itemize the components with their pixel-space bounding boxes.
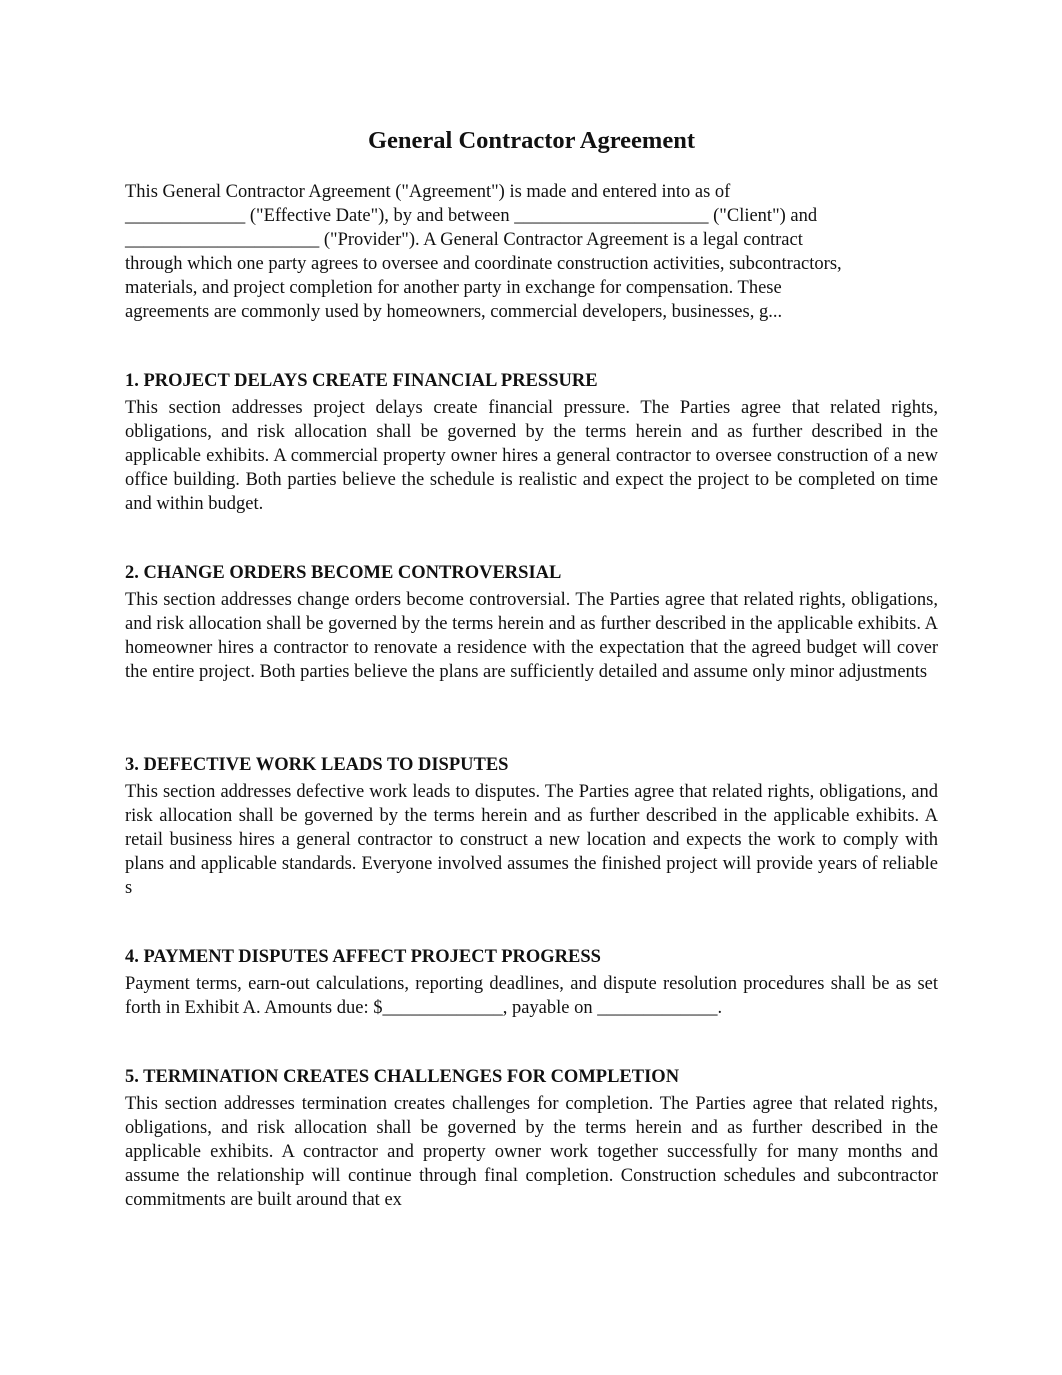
section-heading: 2. CHANGE ORDERS BECOME CONTROVERSIAL	[125, 563, 562, 583]
section-payment-disputes	[125, 944, 938, 1020]
section-body: This section addresses change orders become controversial. The Parties agree that related rights, obligations, and risk allocation shall be governed by the terms herein and as further described in the applicable exhibits. A homeowner hires a contractor to renovate a residence with the expectation that the agreed budget will cover the entire project. Both parties believe the plans are sufficiently detailed and assume only minor adjustments	[125, 590, 938, 682]
section-change-orders	[125, 560, 938, 684]
section-body: This section addresses termination creates challenges for completion. The Parties agree that related rights, obligations, and risk allocation shall be governed by the terms herein and as further described in the applicable exhibits. A contractor and property owner work together successfully for many months and assume the relationship will continue through final completion. Construction schedules and subcontractor commitments are built around that ex	[125, 1094, 938, 1210]
section-termination	[125, 1064, 938, 1212]
intro-line: materials, and project completion for another party in exchange for compensation. These	[125, 278, 782, 298]
section-heading: 5. TERMINATION CREATES CHALLENGES FOR COMPLETION	[125, 1067, 680, 1087]
intro-line: _____________ ("Effective Date"), by and between _____________________ ("Client") and	[125, 206, 818, 226]
intro-line: _____________________ ("Provider"). A General Contractor Agreement is a legal contract	[125, 230, 803, 250]
section-body: This section addresses project delays create financial pressure. The Parties agree that related rights, obligations, and risk allocation shall be governed by the terms herein and as further described in the applicable exhibits. A commercial property owner hires a general contractor to oversee construction of a new office building. Both parties believe the schedule is realistic and expect the project to be completed on time and within budget.	[125, 398, 938, 514]
section-body: Payment terms, earn-out calculations, reporting deadlines, and dispute resolution procedures shall be as set forth in Exhibit A. Amounts due: $_____________, payable on _____________.	[125, 974, 938, 1018]
intro-line: agreements are commonly used by homeowners, commercial developers, businesses, g...	[125, 302, 783, 322]
document-title: General Contractor Agreement	[367, 127, 696, 154]
section-heading: 4. PAYMENT DISPUTES AFFECT PROJECT PROGRESS	[125, 947, 601, 967]
intro-line: through which one party agrees to oversee and coordinate construction activities, subcontractors,	[125, 254, 842, 274]
intro-paragraph	[125, 180, 938, 324]
intro-line: This General Contractor Agreement ("Agreement") is made and entered into as of	[125, 182, 731, 202]
section-project-delays	[125, 368, 938, 516]
section-heading: 3. DEFECTIVE WORK LEADS TO DISPUTES	[125, 755, 509, 775]
section-heading: 1. PROJECT DELAYS CREATE FINANCIAL PRESSURE	[125, 371, 598, 391]
section-defective-work	[125, 752, 938, 900]
section-body: This section addresses defective work leads to disputes. The Parties agree that related rights, obligations, and risk allocation shall be governed by the terms herein and as further described in the applicable exhibits. A retail business hires a general contractor to construct a new location and expects the work to comply with plans and applicable standards. Everyone involved assumes the finished project will provide years of reliable s	[125, 782, 938, 898]
